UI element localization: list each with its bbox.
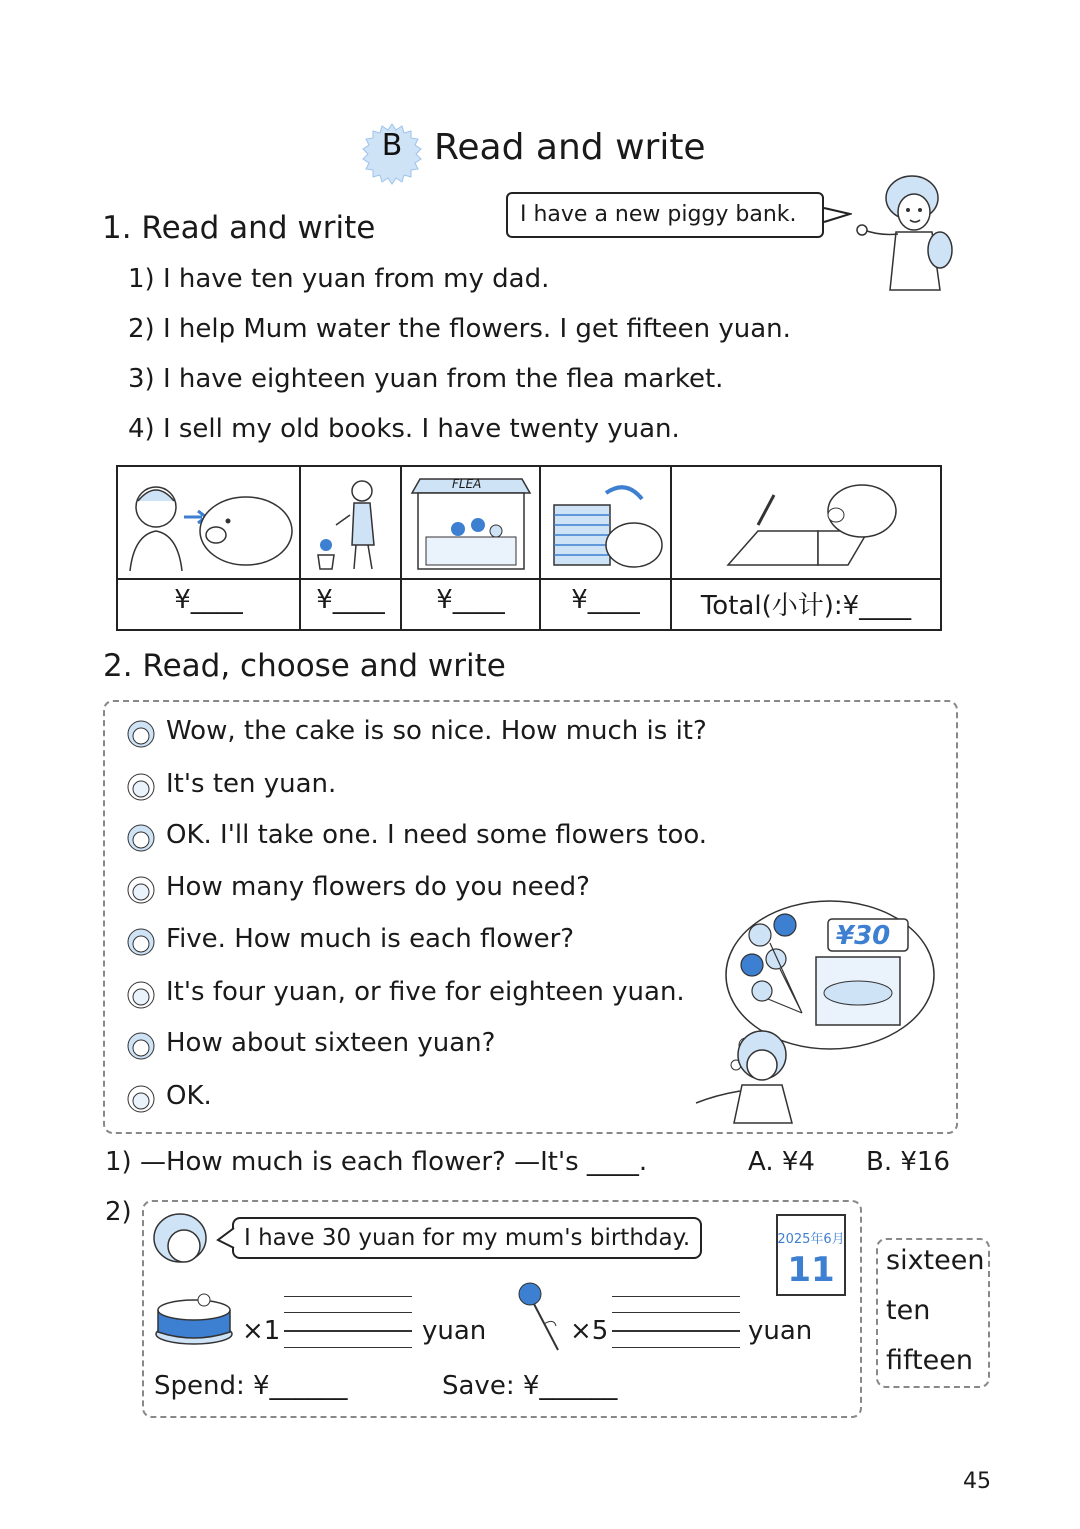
amount-cell-books[interactable]: ¥____ <box>571 585 640 615</box>
notebook-piggy-bank-icon <box>718 475 918 573</box>
dad-piggy-bank-icon <box>124 473 296 573</box>
flower-quantity: ×5 <box>570 1316 609 1346</box>
girl-face-icon <box>150 1212 220 1268</box>
question-1[interactable]: 1) —How much is each flower? —It's ____. <box>105 1147 648 1177</box>
total-cell[interactable]: Total(小计):¥____ <box>700 591 912 621</box>
cake-icon <box>152 1288 236 1348</box>
flower-icon <box>514 1278 564 1354</box>
flower-unit: yuan <box>748 1316 813 1346</box>
section2-title: 2. Read, choose and write <box>103 648 506 684</box>
question-2-number: 2) <box>105 1197 132 1227</box>
calendar-day: 11 <box>787 1250 835 1290</box>
option-b[interactable]: B. ¥16 <box>866 1147 950 1177</box>
word-bank-item[interactable]: ten <box>886 1295 931 1326</box>
girl-face-icon <box>124 716 158 750</box>
amount-cell-mum[interactable]: ¥____ <box>316 585 385 615</box>
savings-table <box>116 465 942 631</box>
cake-flowers-thought-illustration <box>690 895 940 1125</box>
calendar-month: 2025年6月 <box>777 1232 845 1247</box>
dialogue-line-1: Wow, the cake is so nice. How much is it? <box>166 716 707 746</box>
dialogue-line-5: Five. How much is each flower? <box>166 924 575 954</box>
option-a[interactable]: A. ¥4 <box>748 1147 815 1177</box>
section1-title: 1. Read and write <box>102 210 376 246</box>
s1-sentence-1: 1) I have ten yuan from my dad. <box>128 264 550 294</box>
dialogue-line-4: How many flowers do you need? <box>166 872 590 902</box>
dialogue-line-3: OK. I'll take one. I need some flowers too. <box>166 820 708 850</box>
dialogue-line-7: How about sixteen yuan? <box>166 1028 496 1058</box>
mum-watering-flowers-icon <box>306 475 396 573</box>
page-number: 45 <box>963 1469 991 1494</box>
books-piggy-bank-icon <box>546 475 666 573</box>
speech-bubble-birthday: I have 30 yuan for my mum's birthday. <box>232 1217 702 1259</box>
dialogue-line-2: It's ten yuan. <box>166 769 337 799</box>
amount-cell-flea[interactable]: ¥____ <box>436 585 505 615</box>
s1-sentence-4: 4) I sell my old books. I have twenty yuan. <box>128 414 680 444</box>
price-tag: ¥30 <box>836 921 891 951</box>
seller-face-icon <box>124 977 158 1011</box>
page-title: Read and write <box>434 127 706 168</box>
s1-sentence-2: 2) I help Mum water the flowers. I get fifteen yuan. <box>128 314 791 344</box>
s1-sentence-3: 3) I have eighteen yuan from the flea market. <box>128 364 724 394</box>
amount-cell-dad[interactable]: ¥____ <box>174 585 243 615</box>
seller-face-icon <box>124 769 158 803</box>
cake-quantity: ×1 <box>242 1316 281 1346</box>
speech-bubble-piggy: I have a new piggy bank. <box>506 192 824 238</box>
girl-face-icon <box>124 924 158 958</box>
cake-unit: yuan <box>422 1316 487 1346</box>
badge-letter: B <box>381 128 403 163</box>
bubble-tail-icon <box>216 1226 236 1252</box>
flea-sign: FLEA <box>452 477 482 491</box>
girl-face-icon <box>124 820 158 854</box>
girl-face-icon <box>124 1028 158 1062</box>
seller-face-icon <box>124 872 158 906</box>
seller-face-icon <box>124 1081 158 1115</box>
dialogue-line-8: OK. <box>166 1081 212 1111</box>
dialogue-line-6: It's four yuan, or five for eighteen yuan. <box>166 977 685 1007</box>
girl-illustration-icon <box>840 172 960 294</box>
word-bank-item[interactable]: fifteen <box>886 1345 973 1376</box>
save-field[interactable]: Save: ¥______ <box>442 1371 618 1401</box>
word-bank-item[interactable]: sixteen <box>886 1245 985 1276</box>
spend-field[interactable]: Spend: ¥______ <box>154 1371 348 1401</box>
